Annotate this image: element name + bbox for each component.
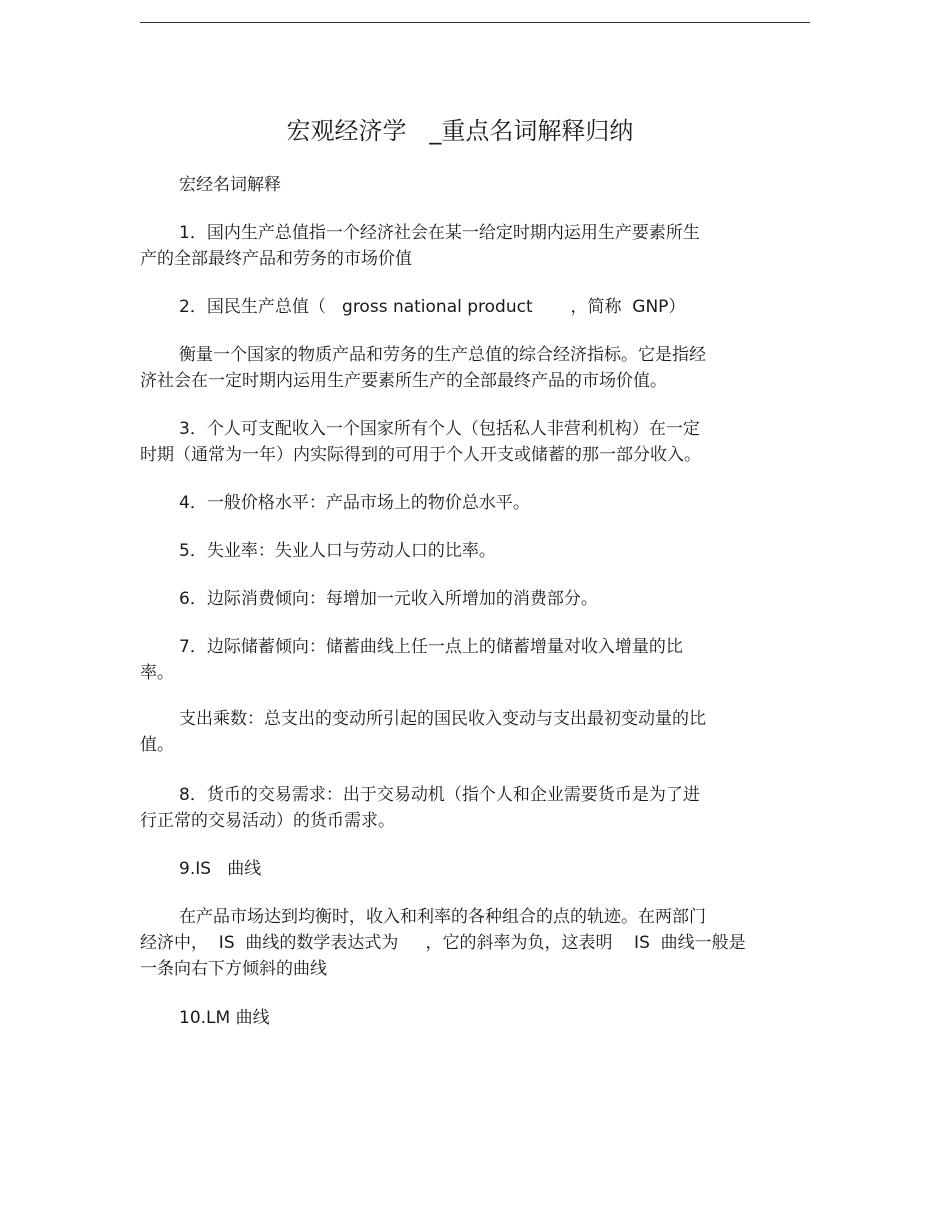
text-line: 2．国民生产总值（ gross national product ，简称 GNP） — [179, 297, 686, 317]
text-line: 支出乘数：总支出的变动所引起的国民收入变动与支出最初变动量的比 — [179, 709, 706, 729]
header-rule — [140, 22, 810, 23]
text-line: 时期（通常为一年）内实际得到的可用于个人开支或储蓄的那一部分收入。 — [140, 445, 701, 465]
text-line: 9.IS 曲线 — [179, 859, 262, 879]
term-6-mpc — [140, 586, 598, 612]
section-heading — [140, 172, 281, 198]
text-line: 7．边际储蓄倾向：储蓄曲线上任一点上的储蓄增量对收入增量的比 — [179, 637, 683, 657]
text-line: 1．国内生产总值指一个经济社会在某一给定时期内运用生产要素所生 — [179, 223, 700, 243]
term-2-gnp-definition — [140, 342, 706, 394]
term-5-unemployment-rate — [140, 538, 496, 564]
text-line: 6．边际消费倾向：每增加一元收入所增加的消费部分。 — [179, 589, 598, 609]
text-line: 衡量一个国家的物质产品和劳务的生产总值的综合经济指标。它是指经 — [179, 345, 706, 365]
text-line: 3．个人可支配收入一个国家所有个人（包括私人非营利机构）在一定 — [179, 419, 700, 439]
term-4-price-level — [140, 490, 530, 516]
text-line: 济社会在一定时期内运用生产要素所生产的全部最终产品的市场价值。 — [140, 371, 667, 391]
term-3-disposable-income — [140, 416, 701, 468]
term-9-is-curve — [140, 856, 261, 882]
text-line: 行正常的交易活动）的货币需求。 — [140, 811, 395, 831]
text-line: 8．货币的交易需求：出于交易动机（指个人和企业需要货币是为了进 — [179, 785, 700, 805]
term-7-mps — [140, 634, 683, 686]
text-line: 在产品市场达到均衡时，收入和利率的各种组合的点的轨迹。在两部门 — [179, 907, 706, 927]
term-10-lm-curve — [140, 1005, 270, 1031]
term-1-gdp — [140, 220, 700, 272]
term-8-transaction-demand — [140, 782, 700, 834]
text-line: 10.LM 曲线 — [179, 1008, 270, 1028]
text-line: 产的全部最终产品和劳务的市场价值 — [140, 249, 412, 269]
text-line: 一条向右下方倾斜的曲线 — [140, 959, 327, 979]
document-title: 宏观经济学 _重点名词解释归纳 — [286, 117, 634, 145]
term-expenditure-multiplier — [140, 706, 706, 758]
term-2-gnp — [140, 294, 685, 320]
text-line: 经济中， IS 曲线的数学表达式为 ，它的斜率为负，这表明 IS 曲线一般是 — [140, 933, 746, 953]
text-line: 值。 — [140, 735, 174, 755]
term-9-is-curve-definition — [140, 904, 746, 982]
text-line: 率。 — [140, 663, 174, 683]
text-line: 宏经名词解释 — [179, 175, 281, 195]
text-line: 4．一般价格水平：产品市场上的物价总水平。 — [179, 493, 530, 513]
text-line: 5．失业率：失业人口与劳动人口的比率。 — [179, 541, 496, 561]
